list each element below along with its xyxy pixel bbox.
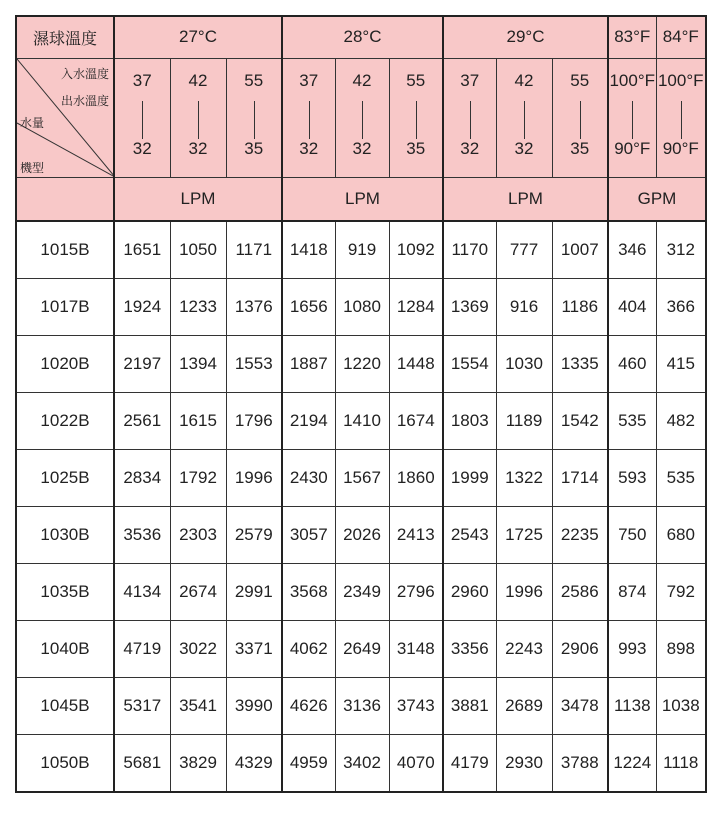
flow-value-cell: 2930 <box>496 735 552 793</box>
inlet-temp: 100°F <box>609 70 656 90</box>
flow-value-cell: 2960 <box>443 564 496 621</box>
group-28c: 28°C <box>282 16 443 58</box>
inlet-temp: 42 <box>352 70 372 90</box>
flow-value-cell: 3829 <box>170 735 226 793</box>
model-cell: 1015B <box>16 221 114 279</box>
range-line <box>254 101 255 139</box>
flow-value-cell: 1224 <box>608 735 656 793</box>
flow-value-cell: 1803 <box>443 393 496 450</box>
flow-value-cell: 1792 <box>170 450 226 507</box>
inlet-temp: 42 <box>188 70 208 90</box>
model-cell: 1045B <box>16 678 114 735</box>
flow-value-cell: 1924 <box>114 279 170 336</box>
outlet-temp: 32 <box>352 138 372 158</box>
flow-value-cell: 1567 <box>335 450 389 507</box>
flow-value-cell: 2197 <box>114 336 170 393</box>
flow-value-cell: 919 <box>335 221 389 279</box>
flow-value-cell: 2561 <box>114 393 170 450</box>
flow-value-cell: 1050 <box>170 221 226 279</box>
temp-pair <box>115 59 170 177</box>
temp-pair-cell <box>114 58 170 177</box>
flow-value-cell: 916 <box>496 279 552 336</box>
flow-value-cell: 3743 <box>389 678 443 735</box>
flow-value-cell: 1714 <box>552 450 608 507</box>
range-line <box>470 101 471 139</box>
temp-pair-cell <box>389 58 443 177</box>
range-line <box>632 101 633 139</box>
flow-value-cell: 5681 <box>114 735 170 793</box>
flow-value-cell: 1615 <box>170 393 226 450</box>
inlet-temp: 37 <box>299 70 319 90</box>
outlet-temp: 90°F <box>662 138 699 158</box>
inlet-temp: 42 <box>514 70 534 90</box>
flow-value-cell: 1170 <box>443 221 496 279</box>
group-84f: 84°F <box>656 16 706 58</box>
unit-corner <box>16 177 114 221</box>
flow-value-cell: 1860 <box>389 450 443 507</box>
model-cell: 1017B <box>16 279 114 336</box>
flow-value-cell: 1394 <box>170 336 226 393</box>
range-line <box>524 101 525 139</box>
flow-value-cell: 482 <box>656 393 706 450</box>
flow-value-cell: 1553 <box>226 336 282 393</box>
temp-pair-cell <box>282 58 335 177</box>
range-line <box>362 101 363 139</box>
flow-value-cell: 312 <box>656 221 706 279</box>
flow-value-cell: 1651 <box>114 221 170 279</box>
flow-value-cell: 1418 <box>282 221 335 279</box>
flow-value-cell: 2674 <box>170 564 226 621</box>
flow-value-cell: 2243 <box>496 621 552 678</box>
flow-value-cell: 2026 <box>335 507 389 564</box>
flow-value-cell: 1996 <box>226 450 282 507</box>
temp-pair <box>227 59 282 177</box>
flow-value-cell: 777 <box>496 221 552 279</box>
outlet-temp: 32 <box>299 138 319 158</box>
inlet-temp: 55 <box>570 70 590 90</box>
flow-value-cell: 593 <box>608 450 656 507</box>
flow-value-cell: 4719 <box>114 621 170 678</box>
header-row-units <box>16 177 706 221</box>
flow-value-cell: 1189 <box>496 393 552 450</box>
flow-value-cell: 3136 <box>335 678 389 735</box>
flow-value-cell: 2796 <box>389 564 443 621</box>
flow-value-cell: 3356 <box>443 621 496 678</box>
temp-pair-cell <box>335 58 389 177</box>
flow-value-cell: 1996 <box>496 564 552 621</box>
flow-value-cell: 1554 <box>443 336 496 393</box>
model-cell: 1020B <box>16 336 114 393</box>
flow-value-cell: 3536 <box>114 507 170 564</box>
table-row <box>16 678 706 735</box>
flow-value-cell: 1656 <box>282 279 335 336</box>
flow-value-cell: 3478 <box>552 678 608 735</box>
flow-value-cell: 1138 <box>608 678 656 735</box>
flow-value-cell: 2235 <box>552 507 608 564</box>
flow-value-cell: 1007 <box>552 221 608 279</box>
range-line <box>580 101 581 139</box>
flow-value-cell: 535 <box>608 393 656 450</box>
flow-value-cell: 2303 <box>170 507 226 564</box>
flow-value-cell: 874 <box>608 564 656 621</box>
outlet-temp: 32 <box>460 138 480 158</box>
flow-value-cell: 3881 <box>443 678 496 735</box>
flow-value-cell: 2543 <box>443 507 496 564</box>
flow-value-cell: 3788 <box>552 735 608 793</box>
flow-value-cell: 4070 <box>389 735 443 793</box>
flow-value-cell: 993 <box>608 621 656 678</box>
flow-value-cell: 346 <box>608 221 656 279</box>
flow-value-cell: 404 <box>608 279 656 336</box>
inlet-temp: 37 <box>132 70 152 90</box>
temp-pair <box>657 59 706 177</box>
flow-value-cell: 3371 <box>226 621 282 678</box>
table-row <box>16 450 706 507</box>
model-cell: 1025B <box>16 450 114 507</box>
flow-value-cell: 1030 <box>496 336 552 393</box>
flow-value-cell: 4134 <box>114 564 170 621</box>
flow-value-cell: 1448 <box>389 336 443 393</box>
wet-bulb-label: 濕球溫度 <box>16 16 114 58</box>
flow-value-cell: 4329 <box>226 735 282 793</box>
model-cell: 1035B <box>16 564 114 621</box>
temp-pair-cell <box>552 58 608 177</box>
flow-value-cell: 1796 <box>226 393 282 450</box>
flow-value-cell: 1376 <box>226 279 282 336</box>
table-row <box>16 221 706 279</box>
flow-value-cell: 1542 <box>552 393 608 450</box>
flow-value-cell: 3990 <box>226 678 282 735</box>
flow-value-cell: 2586 <box>552 564 608 621</box>
flow-value-cell: 792 <box>656 564 706 621</box>
table-row <box>16 621 706 678</box>
flow-value-cell: 460 <box>608 336 656 393</box>
outlet-temp: 32 <box>132 138 152 158</box>
flow-value-cell: 3022 <box>170 621 226 678</box>
range-line <box>142 101 143 139</box>
inlet-temp-label: 入水溫度 <box>60 66 109 81</box>
range-line <box>198 101 199 139</box>
temp-pair-cell <box>656 58 706 177</box>
outlet-temp: 35 <box>244 138 264 158</box>
flow-value-cell: 4626 <box>282 678 335 735</box>
flow-value-cell: 1369 <box>443 279 496 336</box>
flow-value-cell: 1220 <box>335 336 389 393</box>
table-row <box>16 279 706 336</box>
inlet-temp: 55 <box>244 70 264 90</box>
table-row <box>16 507 706 564</box>
table-row <box>16 336 706 393</box>
outlet-temp-label: 出水溫度 <box>60 93 109 108</box>
temp-pair-cell <box>170 58 226 177</box>
flow-value-cell: 366 <box>656 279 706 336</box>
model-label: 機型 <box>20 160 45 175</box>
temp-pair <box>283 59 335 177</box>
flow-value-cell: 1038 <box>656 678 706 735</box>
model-cell: 1050B <box>16 735 114 793</box>
temp-pair <box>336 59 389 177</box>
flow-value-cell: 1322 <box>496 450 552 507</box>
flow-value-cell: 4959 <box>282 735 335 793</box>
flow-value-cell: 1186 <box>552 279 608 336</box>
flow-value-cell: 1092 <box>389 221 443 279</box>
temp-pair <box>171 59 226 177</box>
temp-pair-cell <box>608 58 656 177</box>
flow-value-cell: 1118 <box>656 735 706 793</box>
inlet-temp: 100°F <box>657 70 704 90</box>
flow-value-cell: 2349 <box>335 564 389 621</box>
flow-value-cell: 2649 <box>335 621 389 678</box>
corner-header <box>16 58 114 177</box>
flow-value-cell: 898 <box>656 621 706 678</box>
flow-value-cell: 3148 <box>389 621 443 678</box>
flow-value-cell: 2991 <box>226 564 282 621</box>
flow-value-cell: 1410 <box>335 393 389 450</box>
flow-rate-table <box>15 15 707 793</box>
flow-value-cell: 1171 <box>226 221 282 279</box>
outlet-temp: 32 <box>514 138 534 158</box>
flow-value-cell: 415 <box>656 336 706 393</box>
range-line <box>309 101 310 139</box>
flow-value-cell: 2430 <box>282 450 335 507</box>
flow-value-cell: 1335 <box>552 336 608 393</box>
flow-value-cell: 2413 <box>389 507 443 564</box>
temp-pair <box>497 59 552 177</box>
range-line <box>681 101 682 139</box>
group-83f: 83°F <box>608 16 656 58</box>
flow-value-cell: 5317 <box>114 678 170 735</box>
header-row-water-temps <box>16 58 706 177</box>
table-row <box>16 735 706 793</box>
table-row <box>16 564 706 621</box>
outlet-temp: 35 <box>406 138 426 158</box>
header-row-temperature <box>16 16 706 58</box>
unit-gpm: GPM <box>608 177 706 221</box>
temp-pair <box>390 59 443 177</box>
temp-pair-cell <box>443 58 496 177</box>
temp-pair-cell <box>226 58 282 177</box>
flow-value-cell: 2689 <box>496 678 552 735</box>
flow-value-cell: 535 <box>656 450 706 507</box>
temp-pair-cell <box>496 58 552 177</box>
flow-value-cell: 1284 <box>389 279 443 336</box>
model-cell: 1040B <box>16 621 114 678</box>
range-line <box>416 101 417 139</box>
flow-value-cell: 3541 <box>170 678 226 735</box>
unit-lpm-28c: LPM <box>282 177 443 221</box>
inlet-temp: 37 <box>460 70 480 90</box>
flow-value-cell: 1233 <box>170 279 226 336</box>
model-cell: 1022B <box>16 393 114 450</box>
temp-pair <box>609 59 656 177</box>
flow-value-cell: 2834 <box>114 450 170 507</box>
flow-value-cell: 3402 <box>335 735 389 793</box>
group-27c: 27°C <box>114 16 282 58</box>
group-29c: 29°C <box>443 16 608 58</box>
flow-value-cell: 4179 <box>443 735 496 793</box>
flow-value-cell: 1999 <box>443 450 496 507</box>
flow-value-cell: 680 <box>656 507 706 564</box>
temp-pair <box>444 59 496 177</box>
unit-lpm-27c: LPM <box>114 177 282 221</box>
outlet-temp: 35 <box>570 138 590 158</box>
flow-value-cell: 750 <box>608 507 656 564</box>
table-row <box>16 393 706 450</box>
flow-label: 水量 <box>20 115 45 130</box>
outlet-temp: 90°F <box>614 138 651 158</box>
model-cell: 1030B <box>16 507 114 564</box>
flow-value-cell: 1080 <box>335 279 389 336</box>
flow-value-cell: 1674 <box>389 393 443 450</box>
flow-value-cell: 4062 <box>282 621 335 678</box>
flow-value-cell: 2579 <box>226 507 282 564</box>
flow-value-cell: 2906 <box>552 621 608 678</box>
inlet-temp: 55 <box>406 70 426 90</box>
temp-pair <box>553 59 608 177</box>
flow-value-cell: 1887 <box>282 336 335 393</box>
flow-value-cell: 3057 <box>282 507 335 564</box>
flow-value-cell: 1725 <box>496 507 552 564</box>
flow-value-cell: 3568 <box>282 564 335 621</box>
unit-lpm-29c: LPM <box>443 177 608 221</box>
flow-value-cell: 2194 <box>282 393 335 450</box>
outlet-temp: 32 <box>188 138 208 158</box>
